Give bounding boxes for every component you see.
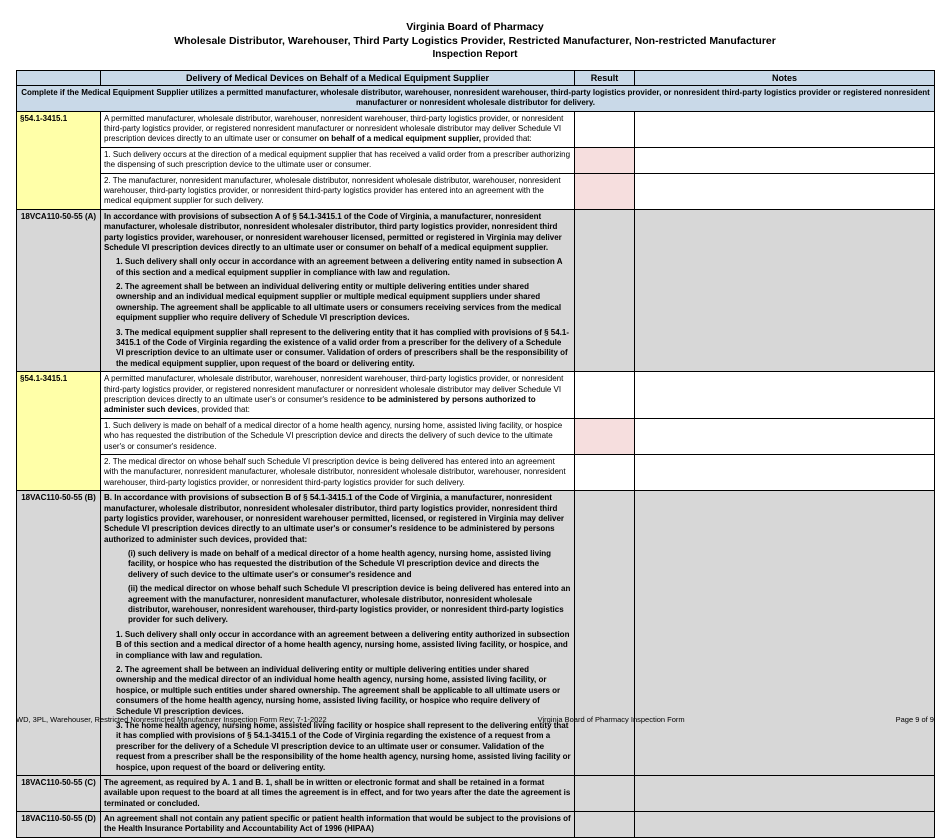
footer-page-number: Page 9 of 9 xyxy=(895,715,934,724)
row-code-cell: 18VAC110-50-55 (C) xyxy=(17,775,101,811)
table-row xyxy=(17,372,935,419)
form-subtitle: Wholesale Distributor, Warehouser, Third Party Logistics Provider, Restricted Manufacturer, Non-restricted Manufacturer xyxy=(174,35,776,48)
notes-cell[interactable] xyxy=(635,111,935,147)
row-item-text: 1. Such delivery shall only occur in accordance with an agreement between a delivering entity authorized in subsection B of this section and a medical director of a home health agency, nursing home, assisted living facility, or hospice, and in compliance with law and regulation. xyxy=(116,629,570,660)
row-code-cell: 18VAC110-50-55 (B) xyxy=(17,491,101,776)
result-cell[interactable] xyxy=(575,454,635,490)
result-cell[interactable] xyxy=(575,173,635,209)
row-code-cell: 18VAC110-50-55 (D) xyxy=(17,812,101,838)
result-cell[interactable] xyxy=(575,491,635,776)
row-item-text: 2. The agreement shall be between an individual delivering entity or multiple delivering entities under shared ownership and an individual medical equipment supplier or multiple medical equipment suppliers under shared ownership. The agreement shall be applicable to all ultimate users or consumers receiving services from the medical equipment supplier who require delivery of Schedule VI prescription devices. xyxy=(116,282,562,323)
table-row xyxy=(17,147,935,173)
col-result-header: Result xyxy=(575,70,635,85)
row-item-text: 3. The home health agency, nursing home, assisted living facility or hospice shall represent to the delivering entity that it has complied with provisions of § 54.1-3415.1 of the Code of Virginia regarding the existence of a request from a prescriber for the delivery of a Schedule VI prescription device to an ultimate user or consumer. Validation of the request from a prescriber shall be the responsibility of the home health agency, nursing home, assisted living facility or hospice, upon request of the board or delivering entity. xyxy=(116,720,571,772)
notes-cell[interactable] xyxy=(635,173,935,209)
table-header-row xyxy=(17,70,935,85)
table-row xyxy=(17,111,935,147)
result-cell[interactable] xyxy=(575,111,635,147)
table-row xyxy=(17,173,935,209)
row-body-cell xyxy=(101,209,575,371)
table-row xyxy=(17,209,935,371)
notes-cell[interactable] xyxy=(635,454,935,490)
row-code-cell: §54.1-3415.1 xyxy=(17,111,101,209)
result-cell[interactable] xyxy=(575,418,635,454)
col-notes-header: Notes xyxy=(635,70,935,85)
row-intro-text: An agreement shall not contain any patient specific or patient health information that would be subject to the provisions of the Health Insurance Portability and Accountability Act of 1996 (HIPAA) xyxy=(101,812,575,838)
row-item-text: 1. Such delivery occurs at the direction of a medical equipment supplier that has received a valid order from a prescriber authorizing the dispensing of such prescription device to the ultimate user or consumer. xyxy=(101,147,575,173)
result-cell[interactable] xyxy=(575,209,635,371)
row-item-text: 3. The medical equipment supplier shall represent to the delivering entity that it has complied with provisions of § 54.1-3415.1 of the Code of Virginia regarding the existence of a valid order from a prescriber for the delivery of a Schedule VI prescription device to an ultimate user or consumer. Validation of orders of prescribers shall be the responsibility of the medical equipment supplier, upon request of the board or delivering entity. xyxy=(116,327,569,368)
row-item-text: 2. The medical director on whose behalf such Schedule VI prescription device is being delivered has entered into an agreement with the manufacturer, nonresident manufacturer, wholesale distributor, nonresident wholesale distributor, warehouser, nonresident warehouser, third-party logistics provider, or nonresident third-party logistics provider for such delivery. xyxy=(101,454,575,490)
table-row xyxy=(17,812,935,838)
row-body-cell xyxy=(101,491,575,776)
notes-cell[interactable] xyxy=(635,372,935,419)
row-intro-text: A permitted manufacturer, wholesale distributor, warehouser, nonresident warehouser, third-party logistics provider, or nonresident third-party logistics provider, or registered nonresident manufacturer or nonresident wholesale distributor may deliver Schedule VI prescription devices directly to an ultimate user's or consumer's residence to be administered by persons authorized to administer such devices, provided that: xyxy=(101,372,575,419)
row-intro-text: B. In accordance with provisions of subsection B of § 54.1-3415.1 of the Code of Virginia, a manufacturer, nonresident manufacturer, wholesale distributor, nonresident wholesaler distributor, third party logistics provider, nonresident third party logistics provider, warehouser, or nonresident warehouser permitted, licensed, or registered in Virginia may deliver Schedule VI prescription devices directly to an ultimate user's or consumer's residence to be administered by persons authorized to administer such devices, provided that: xyxy=(104,493,564,544)
footer-form-id: WD, 3PL, Warehouser, Restricted Nonrestricted Manufacturer Inspection Form Rev: 7-1-2022 xyxy=(16,715,327,724)
document-header xyxy=(16,20,934,62)
notes-cell[interactable] xyxy=(635,775,935,811)
row-code-cell: §54.1-3415.1 xyxy=(17,372,101,491)
section-band-text: Complete if the Medical Equipment Supplier utilizes a permitted manufacturer, wholesale distributor, warehouser, nonresident warehouser, third-party logistics provider, or nonresident third-party logistics provider or registered nonresident manufacturer or nonresident wholesale distributor for delivery. xyxy=(17,85,935,111)
result-cell[interactable] xyxy=(575,812,635,838)
table-row xyxy=(17,454,935,490)
row-item-text: 1. Such delivery is made on behalf of a medical director of a home health agency, nursing home, assisted living facility, or hospice who has requested the distribution of the Schedule VI prescription device and directs the delivery of such device to the ultimate user's or consumer's residence. xyxy=(101,418,575,454)
form-type: Inspection Report xyxy=(432,49,518,61)
row-code-cell: 18VCA110-50-55 (A) xyxy=(17,209,101,371)
section-band-row xyxy=(17,85,935,111)
notes-cell[interactable] xyxy=(635,491,935,776)
notes-cell[interactable] xyxy=(635,209,935,371)
notes-cell[interactable] xyxy=(635,812,935,838)
row-intro-text: A permitted manufacturer, wholesale distributor, warehouser, nonresident warehouser, third-party logistics provider, or nonresident third-party logistics provider, or registered nonresident manufacturer or nonresident wholesale distributor may deliver Schedule VI prescription devices directly to an ultimate user or consumer on behalf of a medical equipment supplier, provided that: xyxy=(101,111,575,147)
table-row xyxy=(17,775,935,811)
row-intro-text: The agreement, as required by A. 1 and B. 1, shall be in written or electronic format and shall be retained in a format available upon request to the board at all times the agreement is in effect, and for two years after the date the agreement is terminated or concluded. xyxy=(101,775,575,811)
table-row xyxy=(17,418,935,454)
row-item-text: 2. The agreement shall be between an individual delivering entity or multiple delivering entities under shared ownership and the medical director of an individual home health agency, nursing home, assisted living facility, or hospice, or multiple such entities under shared ownership. The agreement shall be applicable to all ultimate users or consumers of the home health agency, nursing home, assisted living facility, or hospice who require delivery of Schedule VI prescription devices. xyxy=(116,664,561,716)
agency-title: Virginia Board of Pharmacy xyxy=(406,21,544,33)
notes-cell[interactable] xyxy=(635,147,935,173)
row-item-text: 1. Such delivery shall only occur in accordance with an agreement between a delivering entity named in subsection A of this section and a medical equipment supplier in compliance with law and regulation. xyxy=(116,257,563,277)
result-cell[interactable] xyxy=(575,372,635,419)
col-title-header: Delivery of Medical Devices on Behalf of a Medical Equipment Supplier xyxy=(101,70,575,85)
row-intro-text: In accordance with provisions of subsection A of § 54.1-3415.1 of the Code of Virginia, a manufacturer, nonresident manufacturer, wholesale distributor, nonresident wholesaler distributor, third party logistics provider, nonresident third party logistics provider, warehouser, or nonresident warehouser licensed, permitted or registered in Virginia may deliver Schedule VI prescription devices directly to an ultimate user or consumer on behalf of a medical equipment supplier. xyxy=(104,211,562,252)
row-item-text: (i) such delivery is made on behalf of a medical director of a home health agency, nursing home, assisted living facility, or hospice who has requested the distribution of the Schedule VI prescription device and directs the delivery of such device to the ultimate user's or consumer's residence and xyxy=(128,549,552,579)
footer-form-title: Virginia Board of Pharmacy Inspection Form xyxy=(537,715,685,724)
notes-cell[interactable] xyxy=(635,418,935,454)
table-row xyxy=(17,491,935,776)
result-cell[interactable] xyxy=(575,147,635,173)
row-item-text: 2. The manufacturer, nonresident manufacturer, wholesale distributor, nonresident wholesale distributor, warehouser, nonresident warehouser, third-party logistics provider, or nonresident third-party logistics provider has entered into an agreement with the medical equipment supplier for such delivery. xyxy=(101,173,575,209)
page-footer xyxy=(16,715,934,724)
result-cell[interactable] xyxy=(575,775,635,811)
row-item-text: (ii) the medical director on whose behalf such Schedule VI prescription device is being delivered has entered into an agreement with the manufacturer, nonresident manufacturer, wholesale distributor, nonresident wholesale distributor, warehouser, nonresident warehouser, third-party logistics provider, or nonresident third-party logistics provider for such delivery. xyxy=(128,584,571,625)
col-code-header xyxy=(17,70,101,85)
